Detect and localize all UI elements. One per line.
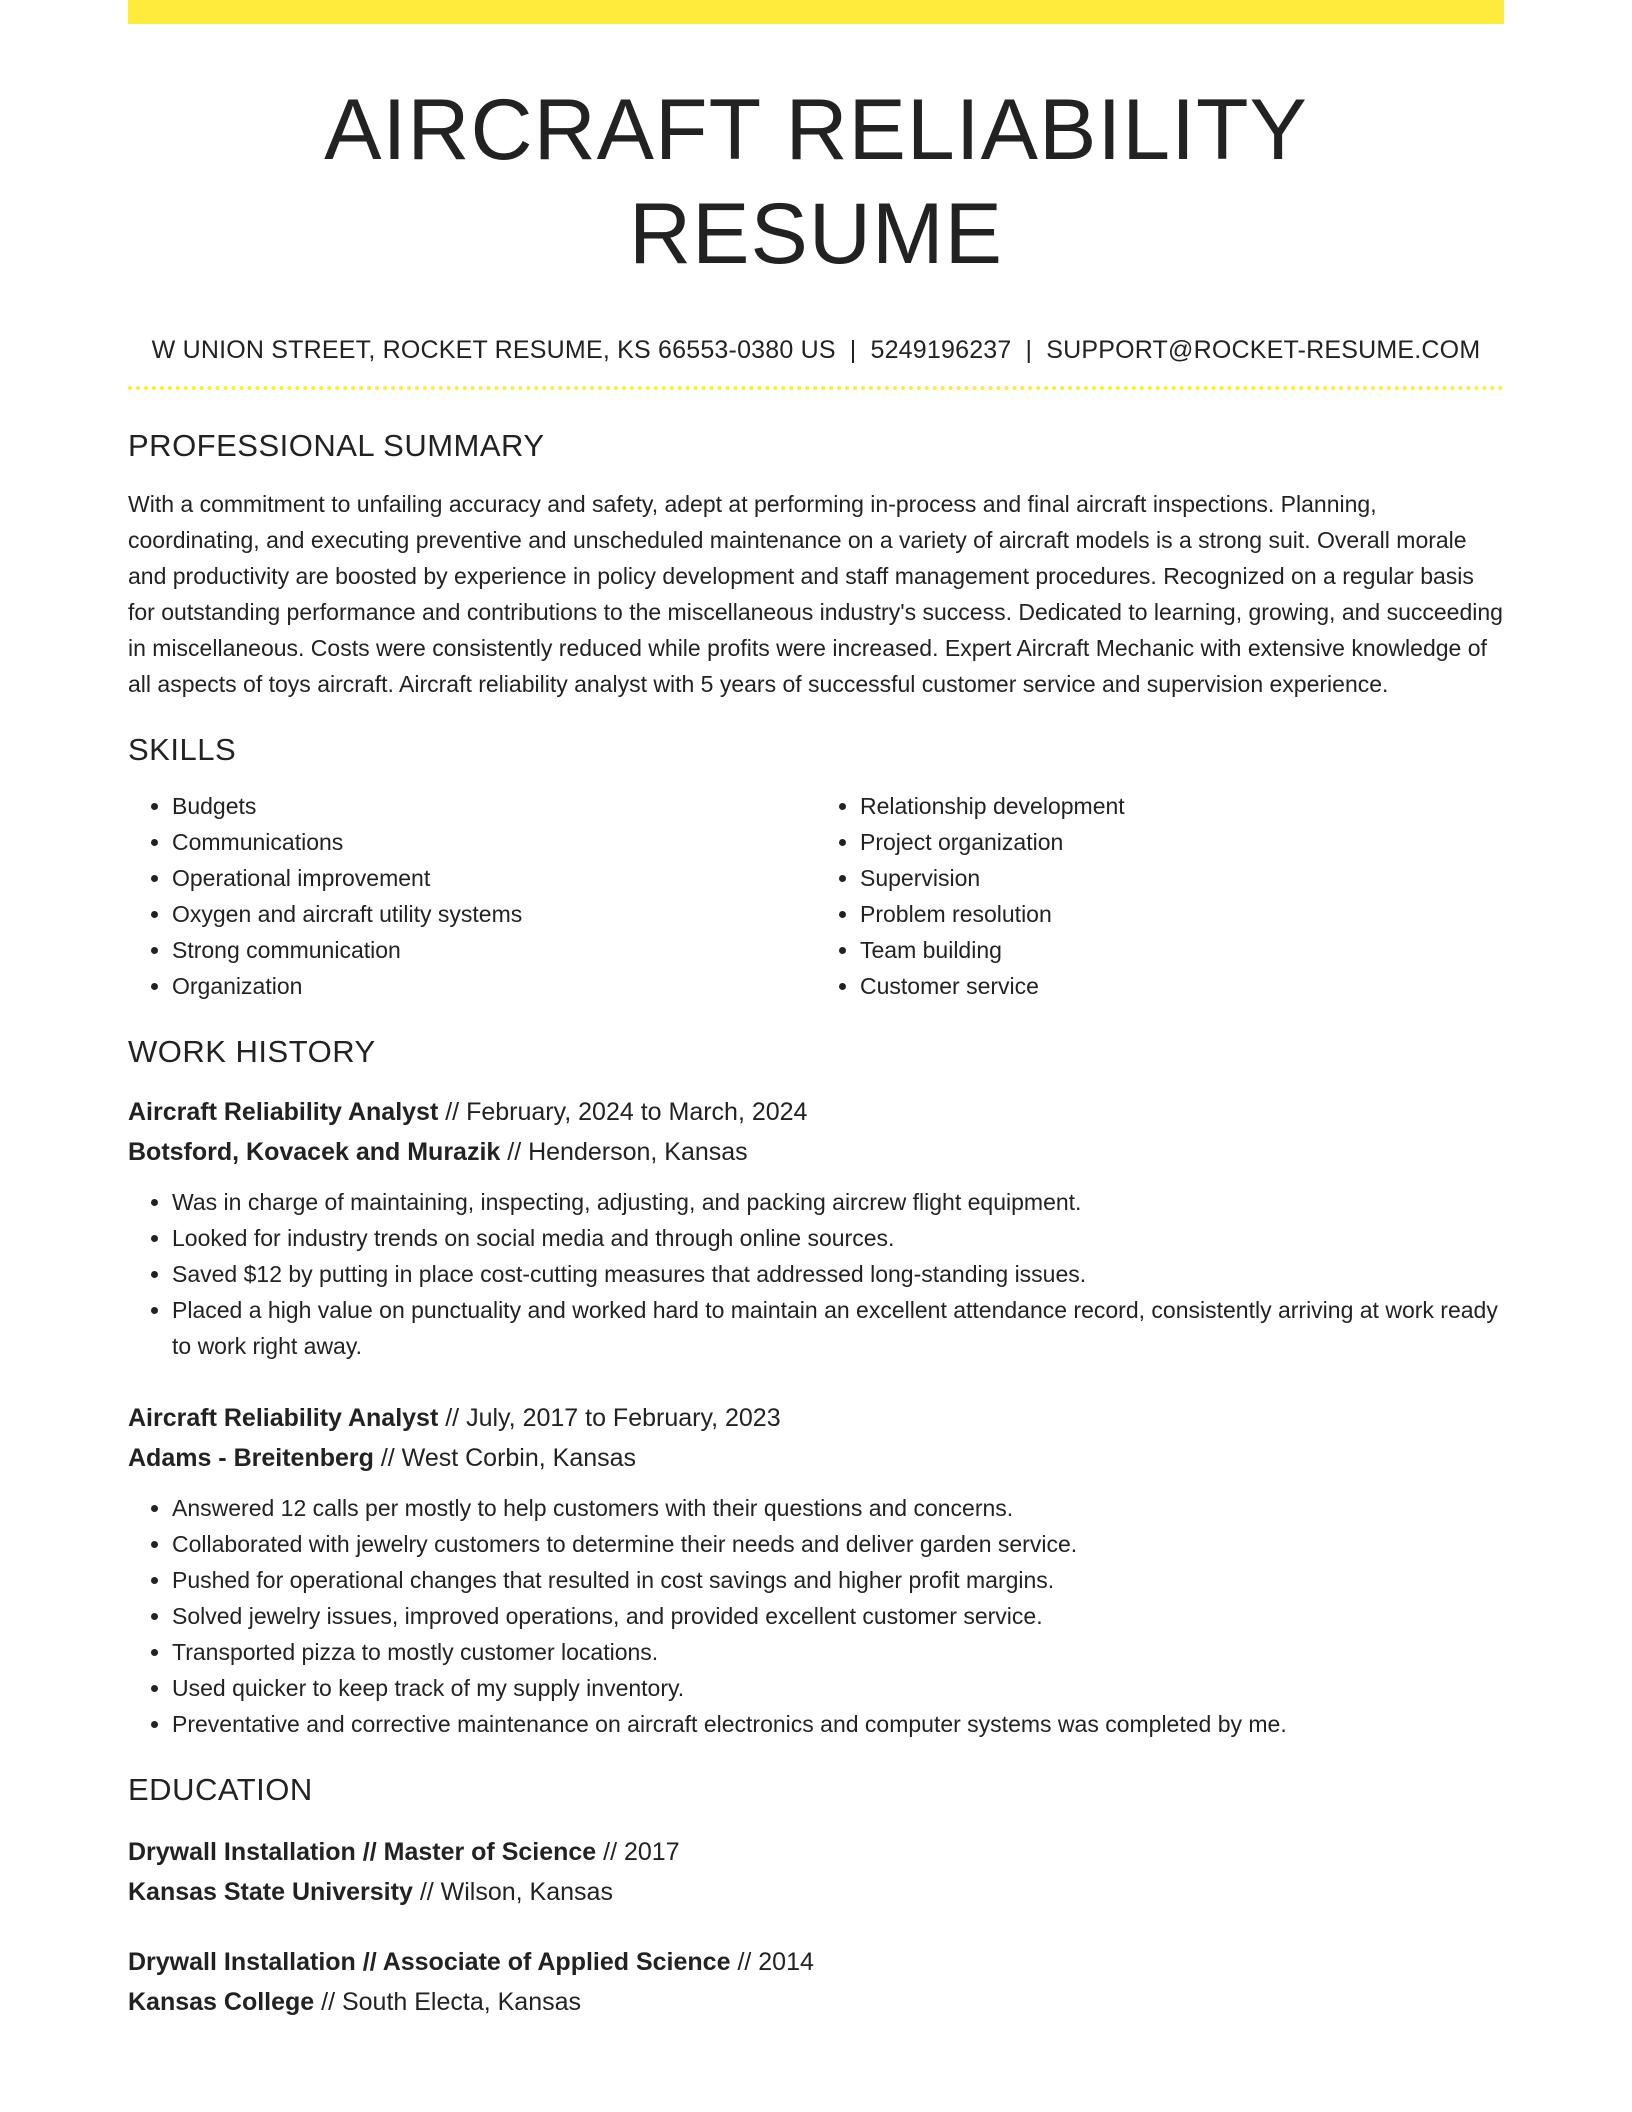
job-title-line	[128, 1092, 1504, 1132]
skills-column-right	[816, 788, 1504, 1004]
education-degree: Drywall Installation // Associate of Applied Science	[128, 1948, 731, 1976]
education-entry	[128, 1832, 1504, 1912]
job-dates: // February, 2024 to March, 2024	[445, 1098, 808, 1126]
education-year: // 2017	[603, 1838, 680, 1866]
job-bullet: • Saved $12 by putting in place cost-cutting measures that addressed long-standing issues.	[172, 1256, 1504, 1292]
skill-item: • Oxygen and aircraft utility systems	[172, 896, 816, 932]
education-school-line	[128, 1872, 1504, 1912]
work-history-heading: WORK HISTORY	[128, 1034, 376, 1069]
job-entry	[128, 1092, 1504, 1364]
summary-heading: PROFESSIONAL SUMMARY	[128, 428, 545, 463]
education-heading: EDUCATION	[128, 1772, 313, 1807]
skill-item: • Team building	[860, 932, 1504, 968]
education-year: // 2014	[737, 1948, 814, 1976]
contact-email: SUPPORT@ROCKET-RESUME.COM	[1046, 336, 1481, 364]
summary-text: With a commitment to unfailing accuracy and safety, adept at performing in-process and final aircraft inspections. Planning, coordinating, and executing preventive and unscheduled maintenance on a variety of aircraft models is a strong suit. Overall morale and productivity are boosted by experience in policy development and staff management procedures. Recognized on a regular basis for outstanding performance and contributions to the miscellaneous industry's success. Dedicated to learning, growing, and succeeding in miscellaneous. Costs were consistently reduced while profits were increased. Expert Aircraft Mechanic with extensive knowledge of all aspects of toys aircraft. Aircraft reliability analyst with 5 years of successful customer service and supervision experience.	[128, 491, 1503, 697]
education-location: // Wilson, Kansas	[419, 1878, 613, 1906]
skill-item: • Communications	[172, 824, 816, 860]
skill-item: • Problem resolution	[860, 896, 1504, 932]
job-bullets	[128, 1490, 1504, 1742]
skill-item: • Organization	[172, 968, 816, 1004]
job-company: Adams - Breitenberg	[128, 1444, 374, 1472]
education-location: // South Electa, Kansas	[321, 1988, 582, 2016]
job-bullet: • Pushed for operational changes that resulted in cost savings and higher profit margins.	[172, 1562, 1504, 1598]
contact-line	[128, 334, 1504, 366]
job-bullet: • Transported pizza to mostly customer locations.	[172, 1634, 1504, 1670]
job-dates: // July, 2017 to February, 2023	[445, 1404, 781, 1432]
resume-title: AIRCRAFT RELIABILITY RESUME	[324, 82, 1308, 282]
job-bullet: • Preventative and corrective maintenance on aircraft electronics and computer systems was completed by me.	[172, 1706, 1504, 1742]
job-bullet: • Was in charge of maintaining, inspecting, adjusting, and packing aircrew flight equipment.	[172, 1184, 1504, 1220]
skill-item: • Budgets	[172, 788, 816, 824]
job-location: // Henderson, Kansas	[507, 1138, 748, 1166]
job-title: Aircraft Reliability Analyst	[128, 1404, 439, 1432]
job-bullet: • Used quicker to keep track of my supply inventory.	[172, 1670, 1504, 1706]
contact-separator: |	[1025, 336, 1033, 364]
education-degree: Drywall Installation // Master of Science	[128, 1838, 597, 1866]
job-location: // West Corbin, Kansas	[380, 1444, 637, 1472]
education-school: Kansas State University	[128, 1878, 413, 1906]
skill-item: • Customer service	[860, 968, 1504, 1004]
job-bullet: • Looked for industry trends on social media and through online sources.	[172, 1220, 1504, 1256]
education-school: Kansas College	[128, 1988, 315, 2016]
skills-heading: SKILLS	[128, 732, 237, 767]
skill-item: • Operational improvement	[172, 860, 816, 896]
job-title-line	[128, 1398, 1504, 1438]
skill-item: • Supervision	[860, 860, 1504, 896]
contact-address: W UNION STREET, ROCKET RESUME, KS 66553-0380 US	[151, 336, 836, 364]
resume-content	[128, 0, 1504, 2022]
job-bullet: • Answered 12 calls per mostly to help customers with their questions and concerns.	[172, 1490, 1504, 1526]
education-degree-line	[128, 1942, 1504, 1982]
job-bullets	[128, 1184, 1504, 1364]
education-school-line	[128, 1982, 1504, 2022]
skills-list	[128, 788, 1504, 1004]
job-company-line	[128, 1132, 1504, 1172]
skill-item: • Project organization	[860, 824, 1504, 860]
skill-item: • Strong communication	[172, 932, 816, 968]
job-entry	[128, 1398, 1504, 1742]
contact-separator: |	[849, 336, 857, 364]
contact-phone: 5249196237	[870, 336, 1012, 364]
job-title: Aircraft Reliability Analyst	[128, 1098, 439, 1126]
education-entry	[128, 1942, 1504, 2022]
job-company: Botsford, Kovacek and Murazik	[128, 1138, 501, 1166]
skills-column-left	[128, 788, 816, 1004]
job-bullet: • Solved jewelry issues, improved operations, and provided excellent customer service.	[172, 1598, 1504, 1634]
job-bullet: • Placed a high value on punctuality and worked hard to maintain an excellent attendance record, consistently arriving at work ready to work right away.	[172, 1292, 1504, 1364]
header-divider	[128, 386, 1504, 390]
job-bullet: • Collaborated with jewelry customers to determine their needs and deliver garden service.	[172, 1526, 1504, 1562]
skill-item: • Relationship development	[860, 788, 1504, 824]
job-company-line	[128, 1438, 1504, 1478]
education-degree-line	[128, 1832, 1504, 1872]
